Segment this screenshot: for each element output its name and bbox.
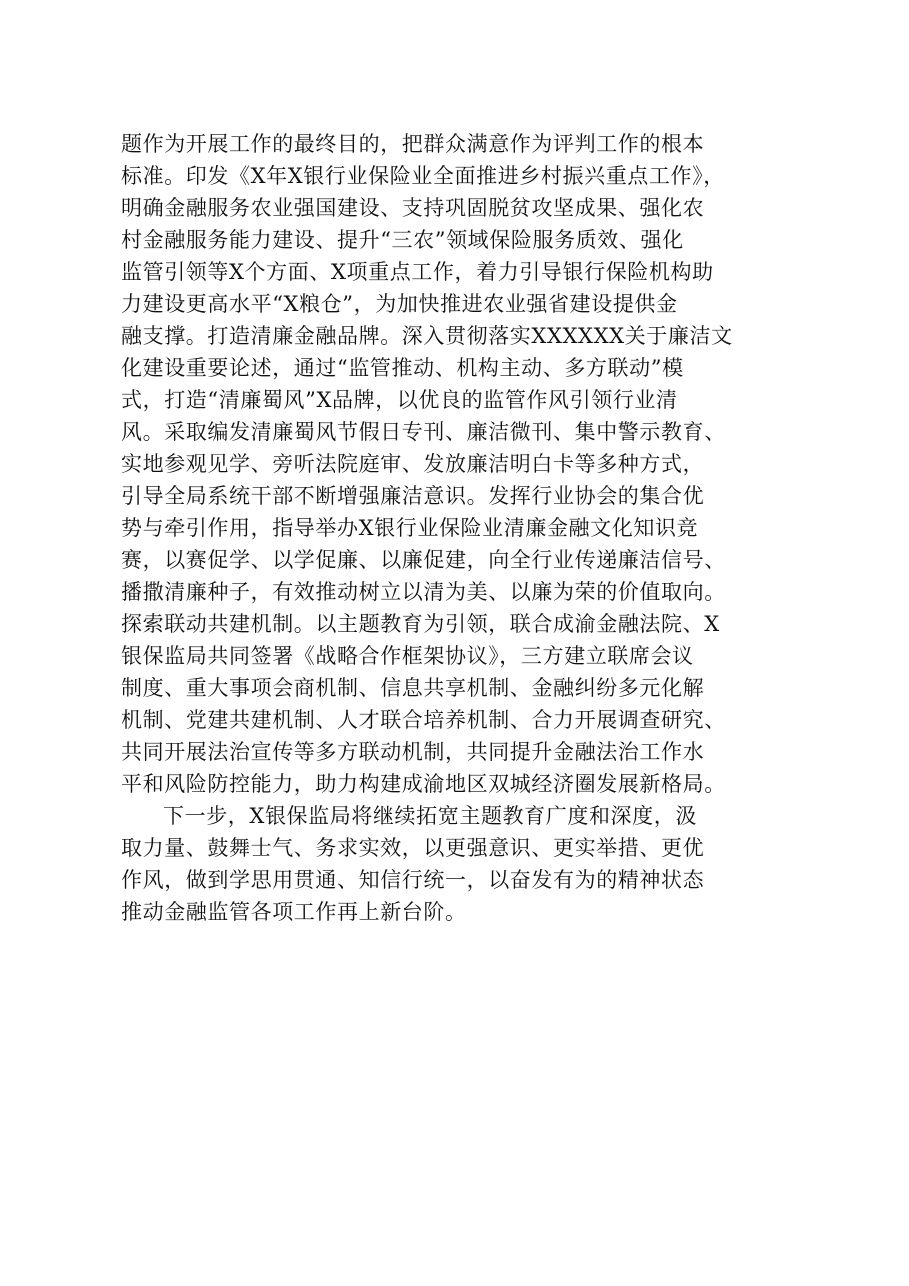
paragraph-line: 共同开展法治宣传等多方联动机制，共同提升金融法治工作水 (121, 740, 705, 764)
paragraph-line: 势与牵引作用，指导举办X银行业保险业清廉金融文化知识竞 (121, 516, 699, 540)
paragraph-line: 推动金融监管各项工作再上新台阶。 (121, 900, 467, 924)
paragraph-line: 明确金融服务农业强国建设、支持巩固脱贫攻坚成果、强化农 (121, 196, 705, 220)
paragraph-line: 平和风险防控能力，助力构建成渝地区双城经济圈发展新格局。 (121, 772, 726, 796)
paragraph-line: 探索联动共建机制。以主题教育为引领，联合成渝金融法院、X (121, 612, 720, 636)
paragraph-line: 制度、重大事项会商机制、信息共享机制、金融纠纷多元化解 (121, 676, 705, 700)
paragraph-line: 化建设重要论述，通过“监管推动、机构主动、多方联动”模 (121, 356, 684, 380)
paragraph-line: 机制、党建共建机制、人才联合培养机制、合力开展调查研究、 (121, 708, 726, 732)
paragraph-line: 播撒清廉种子，有效推动树立以清为美、以廉为荣的价值取向。 (121, 580, 726, 604)
paragraph-2 (121, 800, 821, 928)
paragraph-line: 取力量、鼓舞士气、务求实效，以更强意识、更实举措、更优 (121, 836, 705, 860)
paragraph-line: 题作为开展工作的最终目的，把群众满意作为评判工作的根本 (121, 132, 705, 156)
paragraph-line: 融支撑。打造清廉金融品牌。深入贯彻落实XXXXXX关于廉洁文 (121, 324, 733, 348)
paragraph-line: 村金融服务能力建设、提升“三农”领域保险服务质效、强化 (121, 228, 684, 252)
paragraph-line: 银保监局共同签署《战略合作框架协议》，三方建立联席会议 (121, 644, 694, 668)
paragraph-line: 风。采取编发清廉蜀风节假日专刊、廉洁微刊、集中警示教育、 (121, 420, 726, 444)
paragraph-line: 引导全局系统干部不断增强廉洁意识。发挥行业协会的集合优 (121, 484, 705, 508)
paragraph-line: 实地参观见学、旁听法院庭审、发放廉洁明白卡等多种方式， (121, 452, 705, 476)
paragraph-line: 标准。印发《X年X银行业保险业全面推进乡村振兴重点工作》， (121, 164, 725, 188)
paragraph-line: 式，打造“清廉蜀风”X品牌，以优良的监管作风引领行业清 (121, 388, 678, 412)
paragraph-line: 下一步，X银保监局将继续拓宽主题教育广度和深度，汲 (163, 804, 697, 828)
paragraph-line: 监管引领等X个方面、X项重点工作，着力引导银行保险机构助 (121, 260, 714, 284)
document-body (121, 128, 821, 928)
paragraph-line: 赛，以赛促学、以学促廉、以廉促建，向全行业传递廉洁信号、 (121, 548, 726, 572)
paragraph-line: 力建设更高水平“X粮仓”，为加快推进农业强省建设提供金 (121, 292, 678, 316)
paragraph-line: 作风，做到学思用贯通、知信行统一，以奋发有为的精神状态 (121, 868, 705, 892)
paragraph-1 (121, 128, 821, 800)
